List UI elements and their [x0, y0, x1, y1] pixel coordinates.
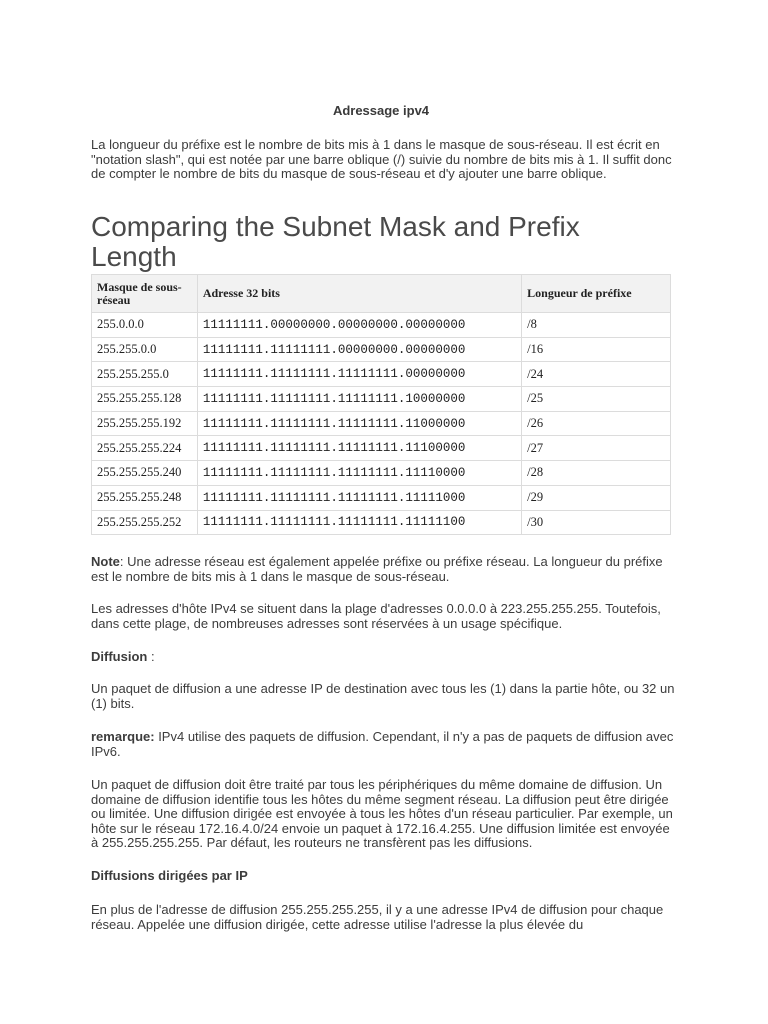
- cell-prefix: /24: [522, 362, 671, 387]
- cell-prefix: /8: [522, 313, 671, 338]
- note-label: Note: [91, 554, 120, 569]
- header-prefix-length: Longueur de préfixe: [522, 275, 671, 313]
- cell-mask: 255.255.0.0: [92, 337, 198, 362]
- cell-mask: 255.255.255.224: [92, 436, 198, 461]
- cell-prefix: /16: [522, 337, 671, 362]
- diffusion-paragraph: Un paquet de diffusion a une adresse IP de destination avec tous les (1) dans la partie hôte, ou 32 un (1) bits.: [91, 681, 675, 711]
- note-paragraph: [91, 555, 676, 584]
- broadcast-paragraph: Un paquet de diffusion doit être traité par tous les périphériques du même domaine de diffusion. Un domaine de diffusion identifie tous les hôtes du même segment réseau. La diffusion peut être dirigée ou limitée. Une diffusion dirigée est envoyée à tous les hôtes d'un réseau particulier. Par exemple, un hôte sur le réseau 172.16.4.0/24 envoie un paquet à 172.16.4.255. Une diffusion limitée est envoyée à 255.255.255.255. Par défaut, les routeurs ne transfèrent pas les diffusions.: [91, 777, 673, 851]
- table-row: [92, 362, 671, 387]
- intro-paragraph: La longueur du préfixe est le nombre de bits mis à 1 dans le masque de sous-réseau. Il est écrit en "notation slash", qui est notée par une barre oblique (/) suivie du nombre de bits mis à 1. Il suffit donc de compter le nombre de bits du masque de sous-réseau et d'y ajouter une barre oblique.: [91, 137, 672, 182]
- cell-prefix: /27: [522, 436, 671, 461]
- cell-prefix: /28: [522, 461, 671, 486]
- cell-mask: 255.0.0.0: [92, 313, 198, 338]
- cell-binary: 11111111.11111111.11111111.10000000: [197, 387, 521, 412]
- table-row: [92, 411, 671, 436]
- table-row: [92, 485, 671, 510]
- cell-mask: 255.255.255.192: [92, 411, 198, 436]
- table-row: [92, 387, 671, 412]
- diffusion-heading: [91, 650, 676, 665]
- remark-paragraph: [91, 730, 676, 759]
- header-subnet-mask: Masque de sous-réseau: [92, 275, 198, 313]
- cell-binary: 11111111.11111111.11111111.11000000: [197, 411, 521, 436]
- document-title: Adressage ipv4: [332, 103, 430, 118]
- diffusion-label: Diffusion: [91, 649, 148, 664]
- cell-prefix: /26: [522, 411, 671, 436]
- diffusion-suffix: :: [147, 649, 155, 664]
- cell-binary: 11111111.11111111.11111111.11111100: [197, 510, 521, 535]
- note-text: : Une adresse réseau est également appelée préfixe ou préfixe réseau. La longueur du préfixe est le nombre de bits mis à 1 dans le masque de sous-réseau.: [91, 554, 663, 584]
- cell-mask: 255.255.255.240: [92, 461, 198, 486]
- hosts-paragraph: Les adresses d'hôte IPv4 se situent dans la plage d'adresses 0.0.0.0 à 223.255.255.255. Toutefois, dans cette plage, de nombreuses adresses sont réservées à un usage spécifique.: [91, 601, 661, 631]
- directed-heading-text: Diffusions dirigées par IP: [91, 868, 248, 883]
- cell-prefix: /30: [522, 510, 671, 535]
- directed-paragraph: En plus de l'adresse de diffusion 255.255.255.255, il y a une adresse IPv4 de diffusion pour chaque réseau. Appelée une diffusion dirigée, cette adresse utilise l'adresse la plus élevée du: [91, 902, 664, 932]
- cell-binary: 11111111.11111111.11111111.11100000: [197, 436, 521, 461]
- header-32bit-address: Adresse 32 bits: [197, 275, 521, 313]
- section-heading: Comparing the Subnet Mask and Prefix Length: [91, 211, 580, 272]
- cell-mask: 255.255.255.252: [92, 510, 198, 535]
- remark-text: IPv4 utilise des paquets de diffusion. Cependant, il n'y a pas de paquets de diffusion avec IPv6.: [91, 729, 674, 759]
- table-row: [92, 337, 671, 362]
- table-row: [92, 436, 671, 461]
- cell-mask: 255.255.255.128: [92, 387, 198, 412]
- directed-heading: [91, 869, 676, 884]
- cell-binary: 11111111.11111111.11111111.11111000: [197, 485, 521, 510]
- cell-prefix: /25: [522, 387, 671, 412]
- cell-prefix: /29: [522, 485, 671, 510]
- remark-label: remarque:: [91, 729, 155, 744]
- table-row: [92, 313, 671, 338]
- subnet-table: [91, 274, 671, 535]
- cell-binary: 11111111.00000000.00000000.00000000: [197, 313, 521, 338]
- table-header-row: [92, 275, 671, 313]
- cell-mask: 255.255.255.248: [92, 485, 198, 510]
- cell-mask: 255.255.255.0: [92, 362, 198, 387]
- cell-binary: 11111111.11111111.11111111.11110000: [197, 461, 521, 486]
- cell-binary: 11111111.11111111.00000000.00000000: [197, 337, 521, 362]
- table-row: [92, 510, 671, 535]
- table-row: [92, 461, 671, 486]
- cell-binary: 11111111.11111111.11111111.00000000: [197, 362, 521, 387]
